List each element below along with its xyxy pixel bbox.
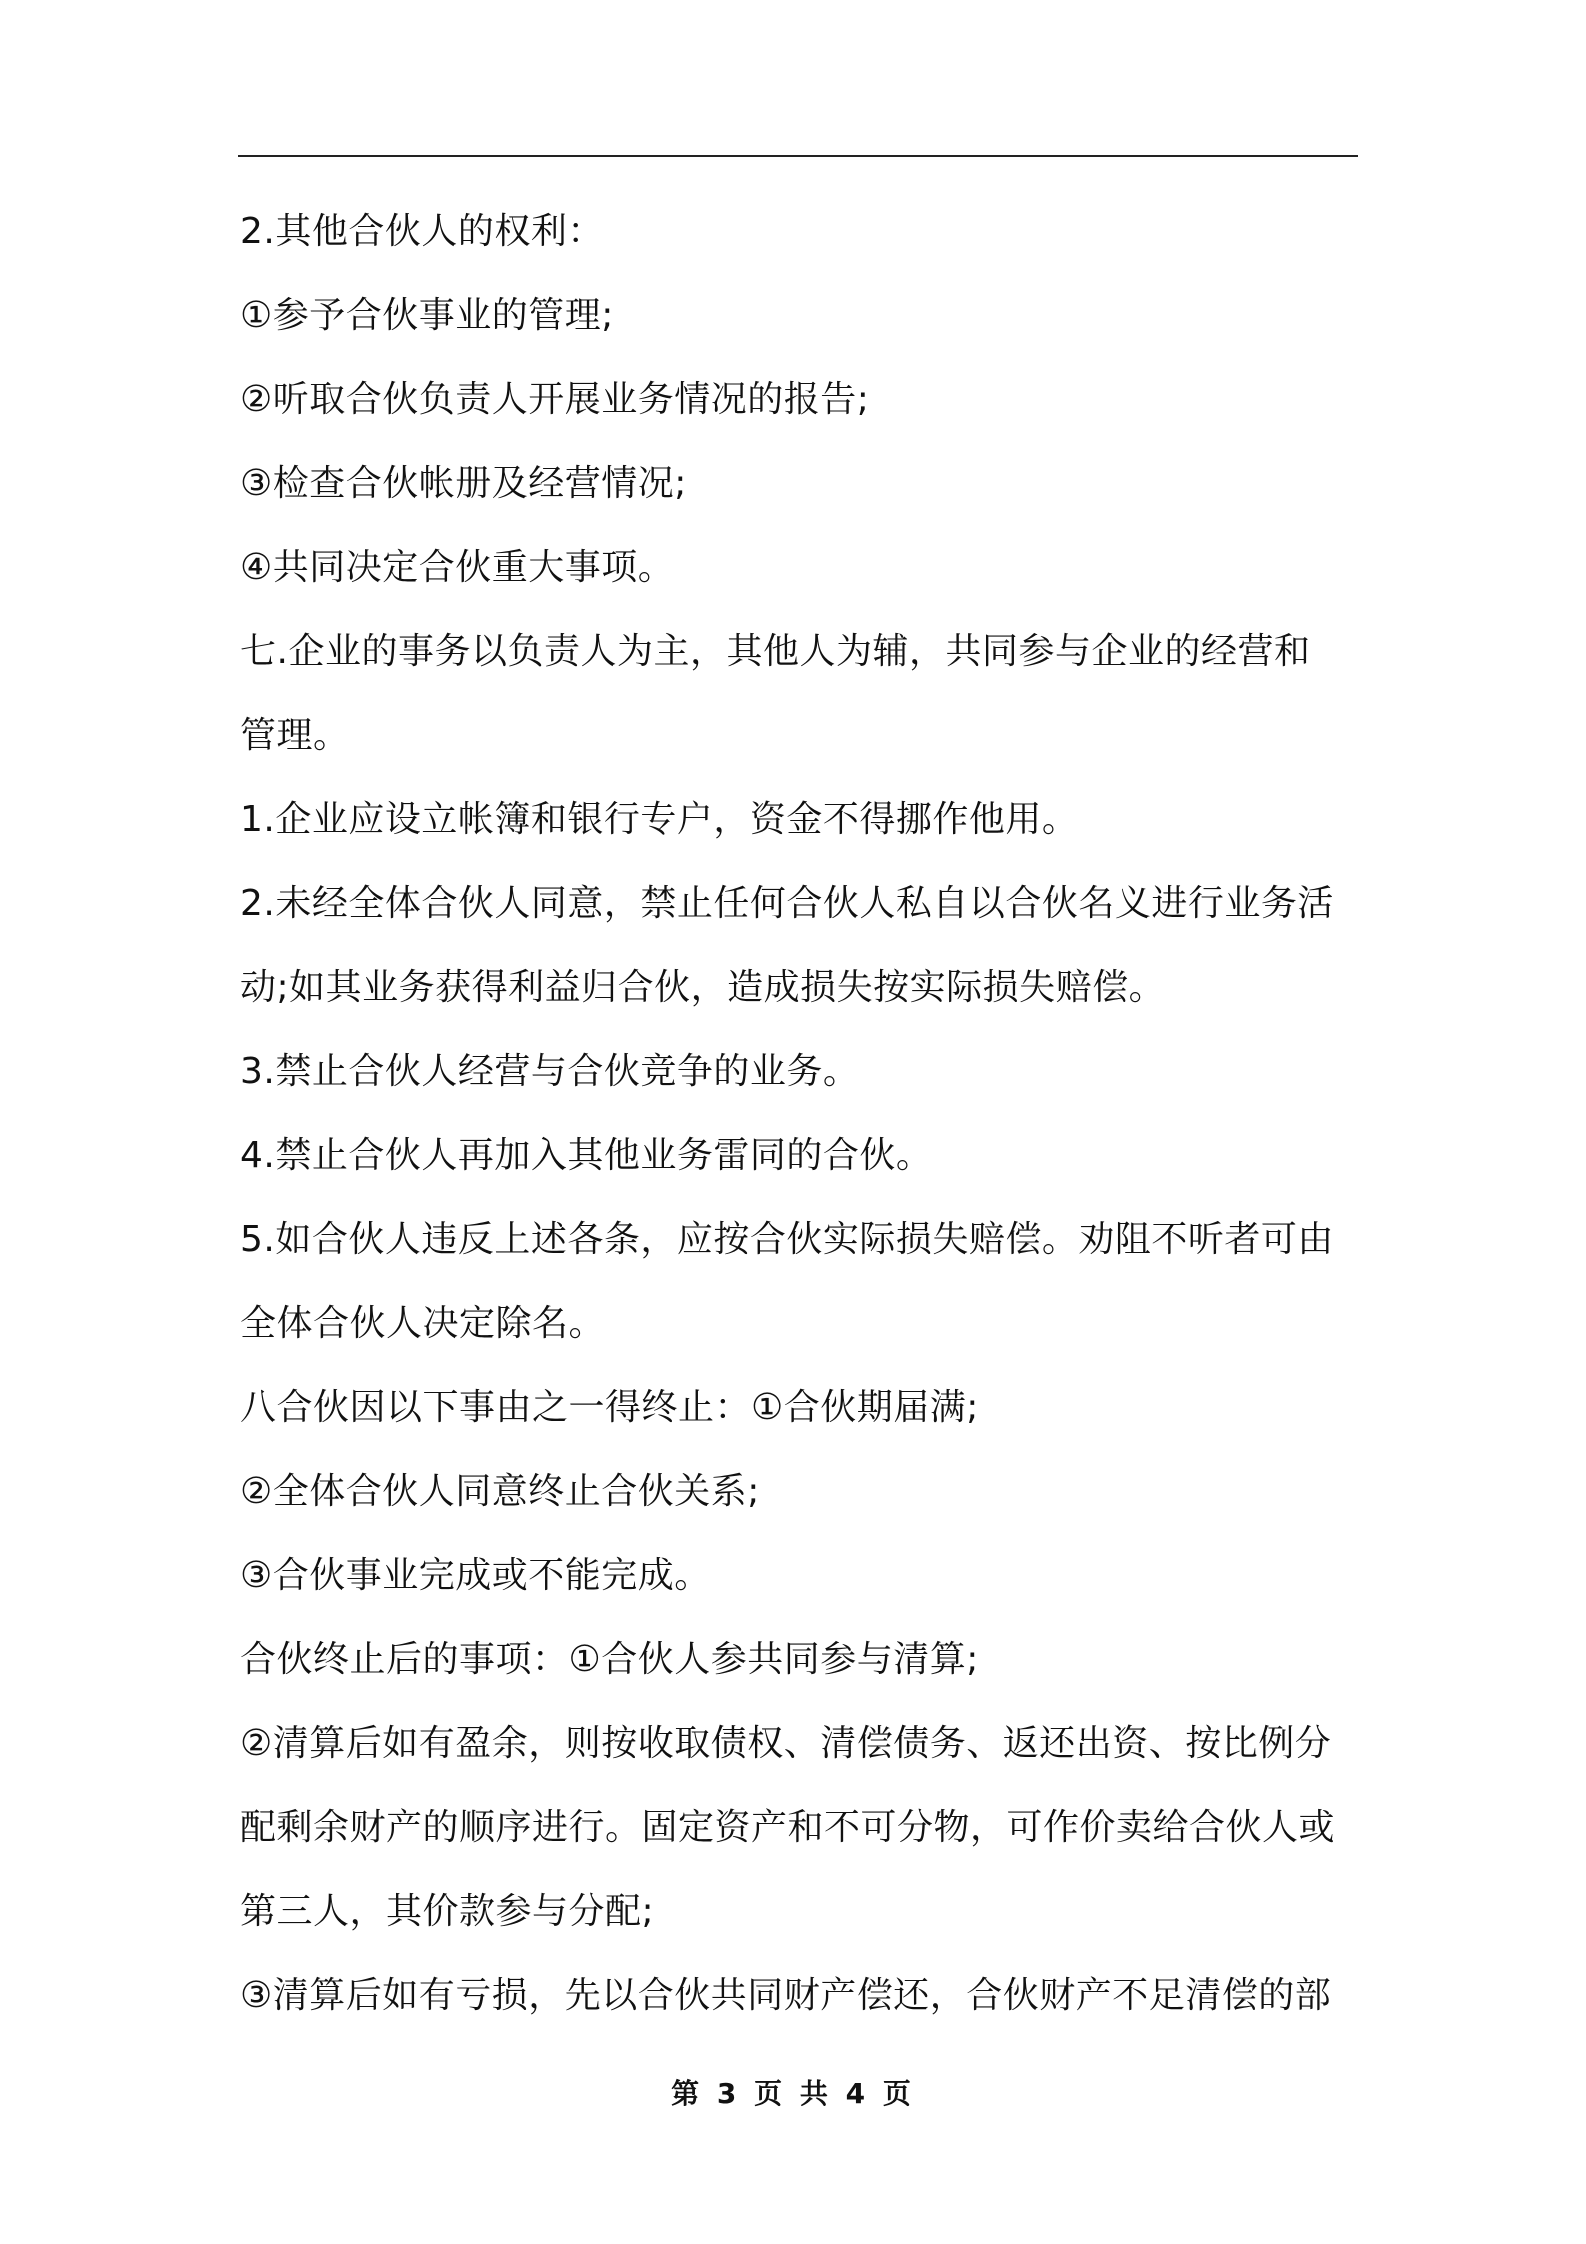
text-line: ②全体合伙人同意终止合伙关系; — [240, 1471, 760, 1512]
text-line: 动;如其业务获得利益归合伙，造成损失按实际损失赔偿。 — [240, 967, 1166, 1008]
page-footer — [0, 2072, 1586, 2112]
text-line: 管理。 — [240, 715, 350, 756]
text-line: 七.企业的事务以负责人为主，其他人为辅，共同参与企业的经营和 — [240, 631, 1311, 672]
header-rule — [238, 155, 1358, 157]
text-line: 4.禁止合伙人再加入其他业务雷同的合伙。 — [240, 1135, 933, 1176]
text-line: 5.如合伙人违反上述各条，应按合伙实际损失赔偿。劝阻不听者可由 — [240, 1219, 1334, 1260]
text-line: 全体合伙人决定除名。 — [240, 1303, 606, 1344]
text-line: 八合伙因以下事由之一得终止：①合伙期届满; — [240, 1387, 979, 1428]
text-line: ③检查合伙帐册及经营情况; — [240, 463, 687, 504]
text-line: ③清算后如有亏损，先以合伙共同财产偿还，合伙财产不足清偿的部 — [240, 1975, 1332, 2016]
page-number-label: 第 3 页 共 4 页 — [671, 2077, 915, 2110]
text-line: 3.禁止合伙人经营与合伙竞争的业务。 — [240, 1051, 860, 1092]
text-line: 2.未经全体合伙人同意，禁止任何合伙人私自以合伙名义进行业务活 — [240, 883, 1334, 924]
text-line: 配剩余财产的顺序进行。固定资产和不可分物，可作价卖给合伙人或 — [240, 1807, 1336, 1848]
text-line: ①参予合伙事业的管理; — [240, 295, 614, 336]
text-line: ③合伙事业完成或不能完成。 — [240, 1555, 711, 1596]
text-line: ④共同决定合伙重大事项。 — [240, 547, 675, 588]
document-body — [240, 190, 1360, 2038]
text-line: 第三人，其价款参与分配; — [240, 1891, 655, 1932]
text-line: 2.其他合伙人的权利： — [240, 211, 604, 252]
text-line: 1.企业应设立帐簿和银行专户，资金不得挪作他用。 — [240, 799, 1079, 840]
text-line: ②清算后如有盈余，则按收取债权、清偿债务、返还出资、按比例分 — [240, 1723, 1332, 1764]
text-line: 合伙终止后的事项：①合伙人参共同参与清算; — [240, 1639, 979, 1680]
text-line: ②听取合伙负责人开展业务情况的报告; — [240, 379, 870, 420]
